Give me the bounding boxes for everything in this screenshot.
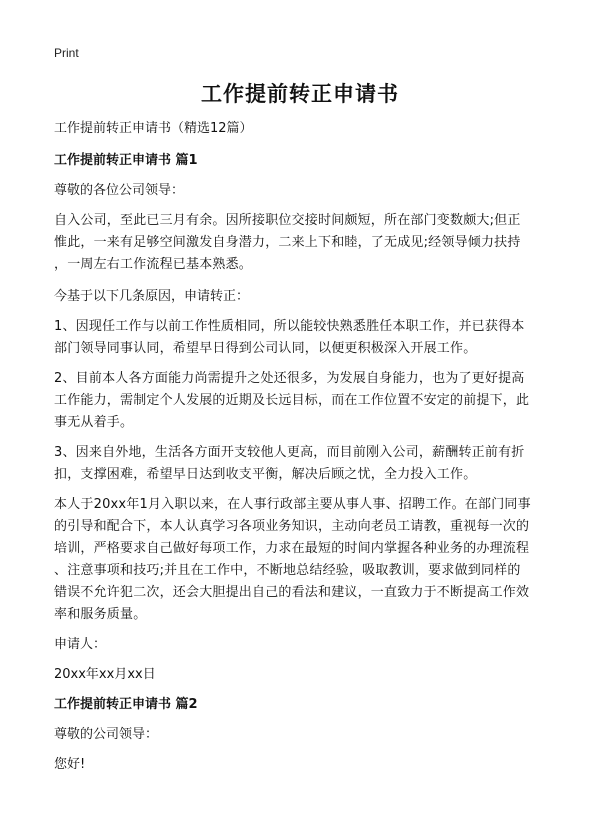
paragraph-line: 事无从着手。 <box>54 415 134 430</box>
paragraph-line: 自入公司，至此已三月有余。因所接职位交接时间颇短，所在部门变数颇大;但正 <box>54 213 521 228</box>
paragraph-line: 的引导和配合下，本人认真学习各项业务知识，主动向老员工请教，重视每一次的 <box>54 519 530 534</box>
document-title: 工作提前转正申请书 <box>201 82 399 106</box>
paragraph-line: 扣，支撑困难，希望早日达到收支平衡，解决后顾之忧，全力投入工作。 <box>54 467 477 482</box>
paragraph-line: 2、目前本人各方面能力尚需提升之处还很多，为发展自身能力，也为了更好提高 <box>54 371 525 386</box>
paragraph-line: 、注意事项和技巧;并且在工作中，不断地总结经验，吸取教训，要求做到同样的 <box>54 563 521 578</box>
section2-salutation: 尊敬的公司领导： <box>54 727 159 742</box>
paragraph-line: ，一周左右工作流程已基本熟悉。 <box>54 257 253 272</box>
paragraph-line: 本人于20xx年1月入职以来，在人事行政部主要从事人事、招聘工作。在部门同事 <box>54 497 531 512</box>
paragraph-line: 培训，严格要求自己做好每项工作，力求在最短的时间内掌握各种业务的办理流程 <box>54 541 530 556</box>
paragraph-line: 率和服务质量。 <box>54 607 147 622</box>
date-line: 20xx年xx月xx日 <box>54 667 156 682</box>
paragraph-line: 错误不允许犯二次，还会大胆提出自己的看法和建议，一直致力于不断提高工作效 <box>54 585 530 600</box>
section1-salutation: 尊敬的各位公司领导： <box>54 183 185 198</box>
paragraph-line: 惟此，一来有足够空间激发自身潜力，二来上下和睦，了无成见;经领导倾力扶持 <box>54 235 521 250</box>
print-label[interactable]: Print <box>54 46 79 60</box>
paragraph-line: 工作能力，需制定个人发展的近期及长远目标，而在工作位置不安定的前提下，此 <box>54 393 530 408</box>
applicant-label: 申请人： <box>54 637 107 652</box>
section2-heading: 工作提前转正申请书 篇2 <box>54 697 198 712</box>
paragraph-line: 1、因现任工作与以前工作性质相同，所以能较快熟悉胜任本职工作，并已获得本 <box>54 319 525 334</box>
section1-heading: 工作提前转正申请书 篇1 <box>54 153 198 168</box>
section1-paragraph-2: 今基于以下几条原因，申请转正： <box>54 289 250 304</box>
section2-greeting: 您好! <box>54 757 86 772</box>
paragraph-line: 3、因来自外地，生活各方面开支较他人更高，而目前刚入公司，薪酬转正前有折 <box>54 445 525 460</box>
paragraph-line: 部门领导同事认同，希望早日得到公司认同，以便更积极深入开展工作。 <box>54 341 477 356</box>
document-subtitle: 工作提前转正申请书（精选12篇） <box>54 121 253 136</box>
